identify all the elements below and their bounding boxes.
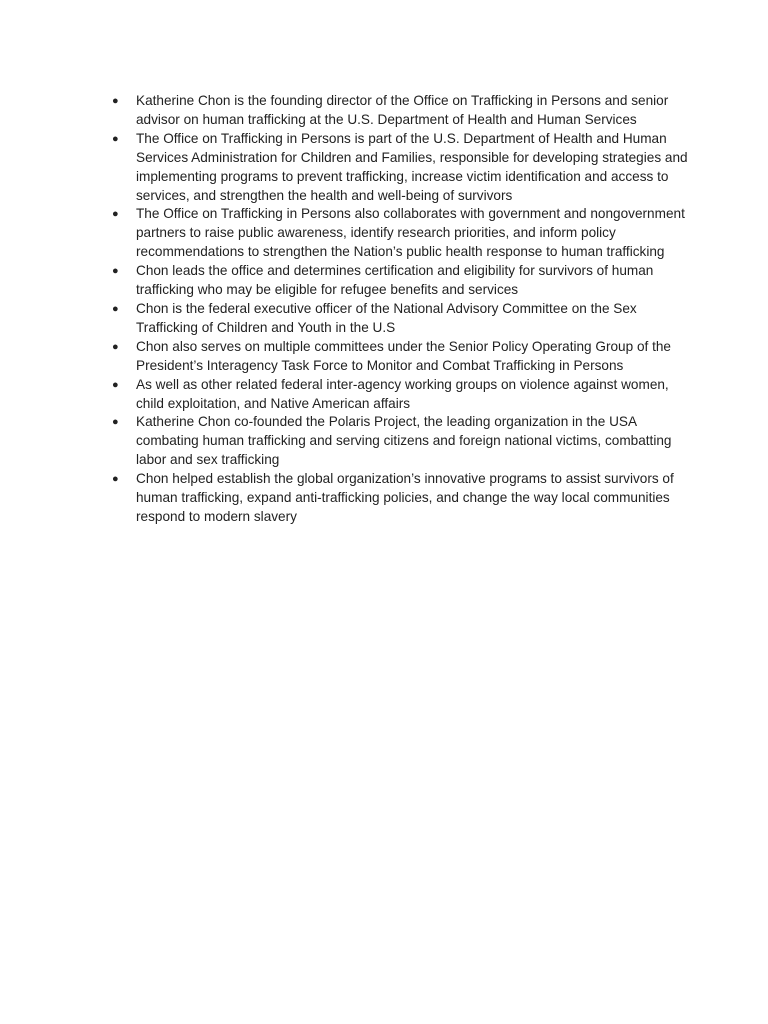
list-item-text: Chon also serves on multiple committees under the Senior Policy Operating Group of the President’s Interagency Task Force to Monitor and Combat Trafficking in Persons — [136, 338, 671, 373]
bullet-icon: ● — [112, 132, 119, 145]
list-item — [110, 262, 690, 300]
bullet-icon: ● — [112, 340, 119, 353]
bullet-icon: ● — [112, 95, 119, 107]
list-item-text: Chon helped establish the global organization’s innovative programs to assist survivors of human trafficking, expand anti-trafficking policies, and change the way local communities respond to modern slavery — [136, 471, 674, 524]
bullet-icon: ● — [112, 378, 119, 391]
list-item — [110, 92, 690, 130]
list-item-text: Katherine Chon is the founding director of the Office on Trafficking in Persons and senior advisor on human trafficking at the U.S. Department of Health and Human Services — [136, 93, 669, 127]
list-item — [110, 338, 690, 376]
list-item — [110, 130, 690, 206]
list-item-text: Chon is the federal executive officer of the National Advisory Committee on the Sex Trafficking of Children and Youth in the U.S — [136, 300, 637, 335]
list-item-text: As well as other related federal inter-agency working groups on violence against women, child exploitation, and Native American affairs — [136, 376, 669, 411]
bullet-icon: ● — [112, 208, 119, 221]
bullet-icon: ● — [112, 302, 119, 315]
bullet-icon: ● — [112, 473, 119, 486]
list-item-text: Chon leads the office and determines certification and eligibility for survivors of human trafficking who may be eligible for refugee benefits and services — [136, 263, 654, 298]
list-item-text: The Office on Trafficking in Persons also collaborates with government and nongovernment partners to raise public awareness, identify research priorities, and inform policy recommendations to strengthen the Nation’s public health response to human trafficking — [136, 206, 685, 260]
list-item — [110, 376, 690, 414]
list-item — [110, 300, 690, 338]
list-item — [110, 470, 690, 527]
bullet-list — [110, 92, 690, 527]
list-item — [110, 413, 690, 470]
bullet-icon: ● — [112, 416, 119, 429]
bullet-icon: ● — [112, 265, 119, 278]
list-item-text: Katherine Chon co-founded the Polaris Project, the leading organization in the USA combating human trafficking and serving citizens and foreign national victims, combatting labor and sex trafficking — [136, 414, 672, 468]
list-item — [110, 205, 690, 262]
list-item-text: The Office on Trafficking in Persons is part of the U.S. Department of Health and Human Services Administration for Children and Families, responsible for developing strategies and implementing programs to prevent trafficking, increase victim identification and access to services, and strengthen the health and well-being of survivors — [136, 130, 688, 203]
